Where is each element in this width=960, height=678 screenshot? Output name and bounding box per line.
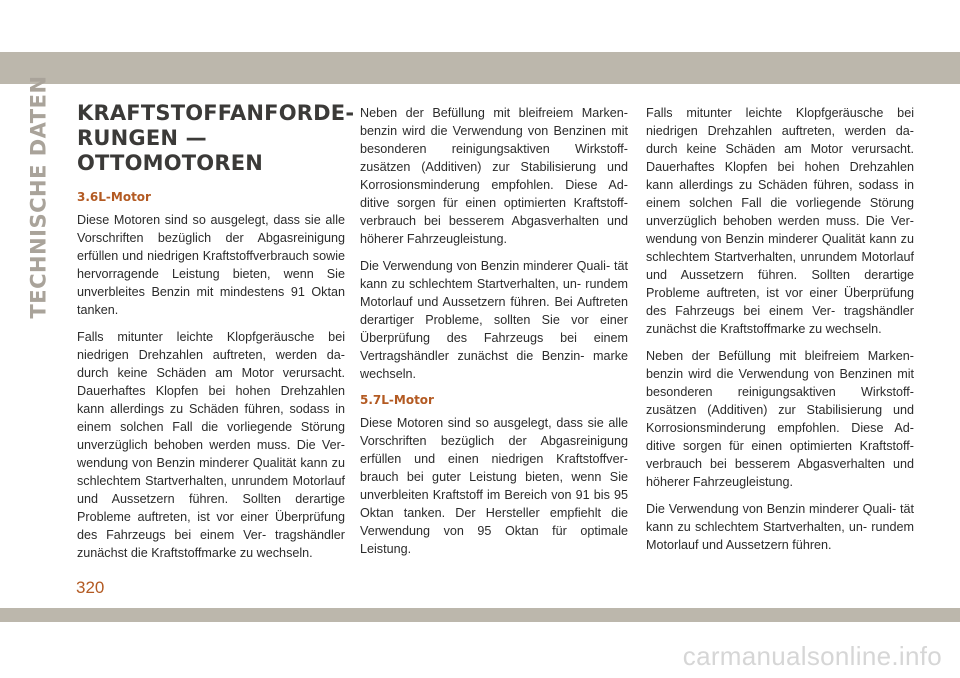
text-column-3 xyxy=(646,104,914,563)
page-title xyxy=(77,101,355,176)
paragraph: Falls mitunter leichte Klopfgeräusche bei niedrigen Drehzahlen auftreten, werden da- durch keine Schäden am Motor verursacht. Dauerhaftes Klopfen bei hohen Drehzahlen kann allerdings zu Schäden führen, sodass in einem solchen Fall die vorliegende Störung unverzüglich behoben werden muss. Die Ver- wendung von Benzin minderer Qualität kann zu schlechtem Startverhalten, unrundem Motorlauf und Aussetzern führen. Sollten derartige Probleme auftreten, ist vor einer Überprüfung des Fahrzeugs bei einem Ver- tragshändler zunächst die Kraftstoffmarke zu wechseln. xyxy=(646,106,914,336)
section-side-label xyxy=(24,75,54,319)
header-band xyxy=(0,52,960,84)
paragraph: Falls mitunter leichte Klopfgeräusche bei niedrigen Drehzahlen auftreten, werden da- durch keine Schäden am Motor verursacht. Dauerhaftes Klopfen bei hohen Drehzahlen kann allerdings zu Schäden führen, sodass in einem solchen Fall die vorliegende Störung unverzüglich behoben werden muss. Die Ver- wendung von Benzin minderer Qualität kann zu schlechtem Startverhalten, unrundem Motorlauf und Aussetzern führen. Sollten derartige Probleme auftreten, ist vor einer Überprüfung des Fahrzeugs bei einem Ver- tragshändler zunächst die Kraftstoffmarke zu wechseln. xyxy=(77,330,345,560)
section-side-label-text: TECHNISCHE DATEN xyxy=(27,75,51,319)
title-line-2: RUNGEN — xyxy=(77,126,207,150)
subheading-5-7l: 5.7L-Motor xyxy=(360,393,434,407)
paragraph: Diese Motoren sind so ausgelegt, dass sie alle Vorschriften bezüglich der Abgasreinigung erfüllen und niedrigen Kraftstoffverbrauch sowie hervorragende Leistung bieten, wenn Sie unverbleites Benzin mit mindestens 91 Oktan tanken. xyxy=(77,213,345,317)
title-line-1: KRAFTSTOFFANFORDE- xyxy=(77,101,355,125)
paragraph: Neben der Befüllung mit bleifreiem Marken- benzin wird die Verwendung von Benzinen mit besonderen reinigungsaktiven Wirkstoff- zusätzen (Additiven) zur Stabilisierung und Korrosionsminderung empfohlen. Diese Ad- ditive sorgen für einen optimierten Kraftstoff- verbrauch bei besserem Abgasverhalten und höherer Fahrzeugleistung. xyxy=(360,106,628,246)
paragraph: Diese Motoren sind so ausgelegt, dass sie alle Vorschriften bezüglich der Abgasreinigung erfüllen und einen niedrigen Kraftstoffver- brauch bei guter Leistung bieten, wenn Sie unverbleiten Kraftstoff im Bereich von 91 bis 95 Oktan tanken. Der Hersteller empfiehlt die Verwendung von 95 Oktan für optimale Leistung. xyxy=(360,416,628,556)
page-number: 320 xyxy=(76,578,105,597)
text-column-2 xyxy=(360,104,628,567)
footer-band xyxy=(0,608,960,622)
subheading-3-6l: 3.6L-Motor xyxy=(77,190,151,204)
title-line-3: OTTOMOTOREN xyxy=(77,151,264,175)
paragraph: Die Verwendung von Benzin minderer Quali- tät kann zu schlechtem Startverhalten, un- rundem Motorlauf und Aussetzern führen. Bei Auftreten derartiger Probleme, sollten Sie vor einer Überprüfung des Fahrzeugs bei einem Vertragshändler zunächst die Benzin- marke wechseln. xyxy=(360,259,628,381)
watermark: carmanualsonline.info xyxy=(682,641,942,671)
paragraph: Neben der Befüllung mit bleifreiem Marken- benzin wird die Verwendung von Benzinen mit besonderen reinigungsaktiven Wirkstoff- zusätzen (Additiven) zur Stabilisierung und Korrosionsminderung empfohlen. Diese Ad- ditive sorgen für einen optimierten Kraftstoff- verbrauch bei besserem Abgasverhalten und höherer Fahrzeugleistung. xyxy=(646,349,914,489)
paragraph: Die Verwendung von Benzin minderer Quali- tät kann zu schlechtem Startverhalten, un- rundem Motorlauf und Aussetzern führen. xyxy=(646,502,914,552)
text-column-1 xyxy=(77,101,355,571)
